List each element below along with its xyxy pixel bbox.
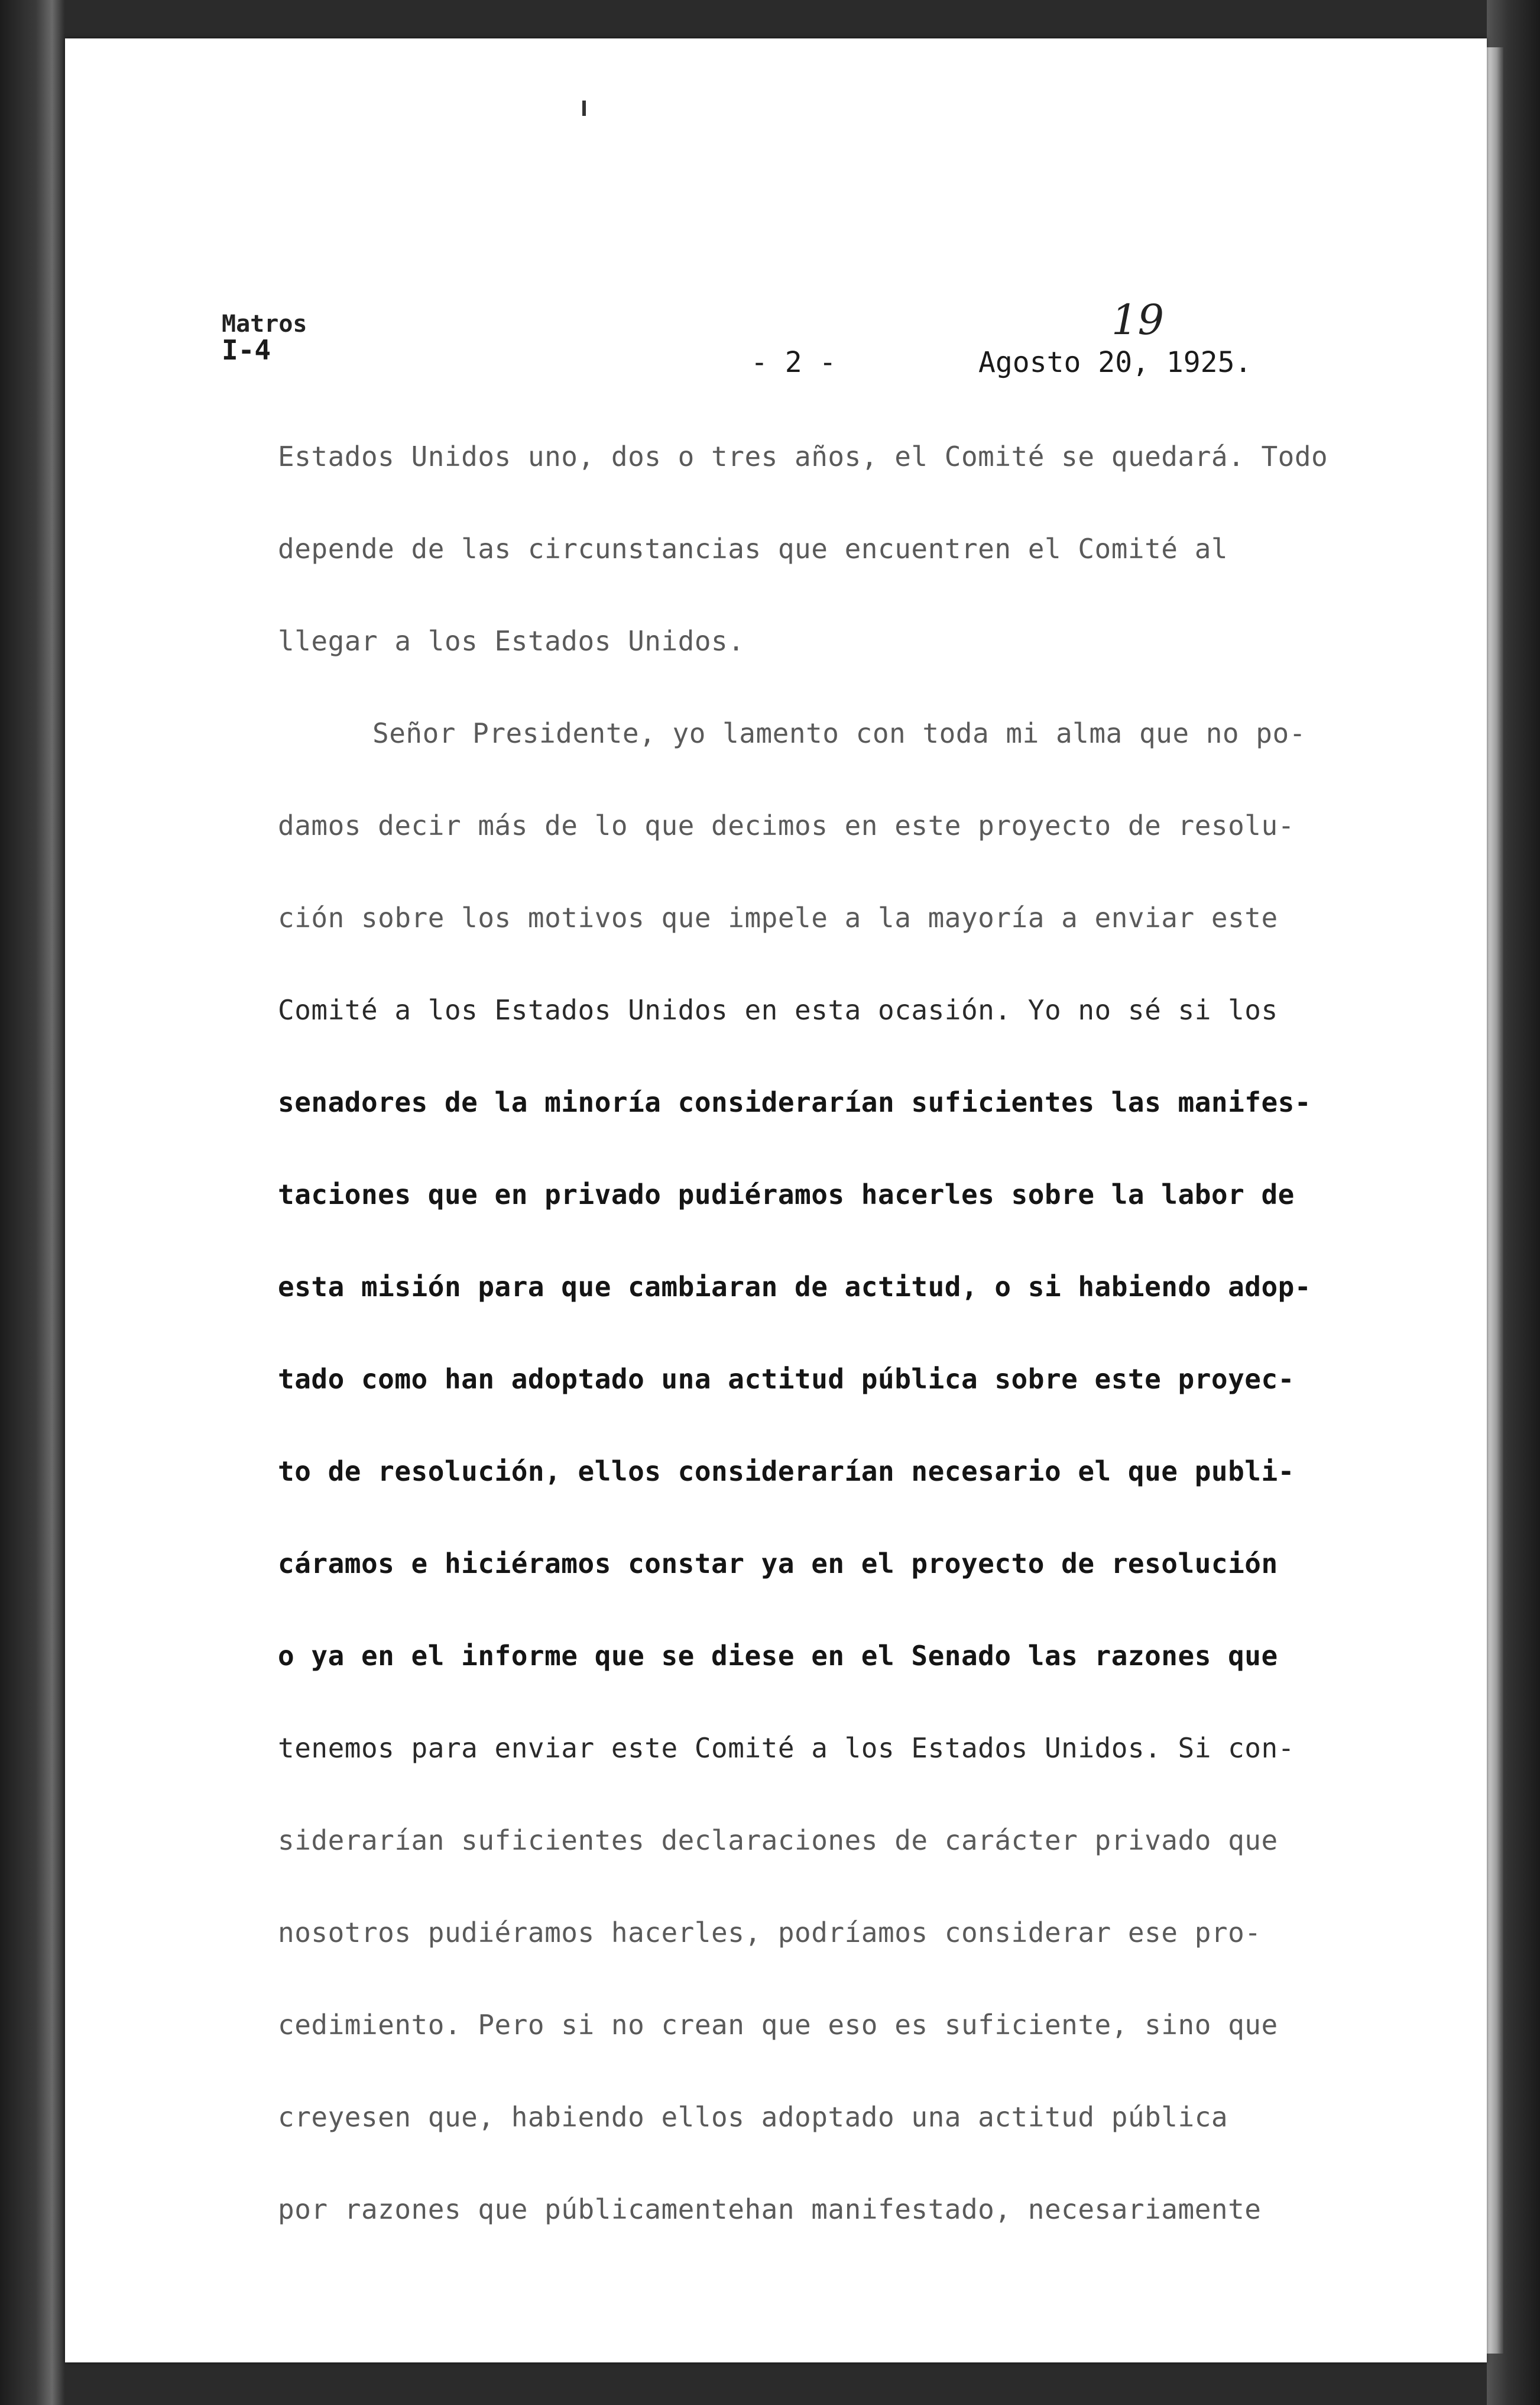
text-line: creyesen que, habiendo ellos adoptado una actitud pública — [278, 2101, 1228, 2133]
text-line: esta misión para que cambiaran de actitud, o si habiendo adop- — [278, 1271, 1312, 1303]
text-line: to de resolución, ellos considerarían necesario el que publi- — [278, 1455, 1295, 1487]
text-line: damos decir más de lo que decimos en este proyecto de resolu- — [278, 810, 1295, 841]
text-line: senadores de la minoría considerarían suficientes las manifes- — [278, 1086, 1312, 1118]
document-body — [278, 438, 1389, 2283]
text-line: ción sobre los motivos que impele a la mayoría a enviar este — [278, 902, 1278, 934]
text-line: siderarían suficientes declaraciones de carácter privado que — [278, 1824, 1278, 1856]
header-reference — [222, 313, 307, 365]
text-line: tado como han adoptado una actitud pública sobre este proyec- — [278, 1363, 1295, 1395]
text-line: o ya en el informe que se diese en el Senado las razones que — [278, 1640, 1278, 1672]
header-file-ref: I-4 — [222, 334, 271, 366]
text-line: cedimiento. Pero si no crean que eso es suficiente, sino que — [278, 2009, 1278, 2041]
text-line: Comité a los Estados Unidos en esta ocasión. Yo no sé si los — [278, 994, 1278, 1026]
text-line: taciones que en privado pudiéramos hacerles sobre la labor de — [278, 1179, 1295, 1210]
scan-mark — [582, 101, 586, 116]
handwritten-date-correction: 19 — [1111, 296, 1165, 344]
text-line: por razones que públicamentehan manifestado, necesariamente — [278, 2193, 1262, 2225]
header-surname: Matros — [222, 313, 307, 335]
text-line: Estados Unidos uno, dos o tres años, el Comité se quedará. Todo — [278, 441, 1328, 472]
scanner-frame-left — [0, 0, 65, 2405]
text-line: nosotros pudiéramos hacerles, podríamos considerar ese pro- — [278, 1917, 1262, 1948]
page-edge-shadow — [1487, 47, 1503, 2354]
text-line: tenemos para enviar este Comité a los Estados Unidos. Si con- — [278, 1732, 1295, 1764]
page-number: - 2 - — [751, 346, 837, 379]
text-line: depende de las circunstancias que encuentren el Comité al — [278, 533, 1228, 565]
text-line: llegar a los Estados Unidos. — [278, 625, 745, 657]
header-date: Agosto 20, 1925. — [978, 346, 1252, 379]
text-line: Señor Presidente, yo lamento con toda mi alma que no po- — [372, 717, 1306, 749]
text-line: cáramos e hiciéramos constar ya en el proyecto de resolución — [278, 1548, 1278, 1579]
